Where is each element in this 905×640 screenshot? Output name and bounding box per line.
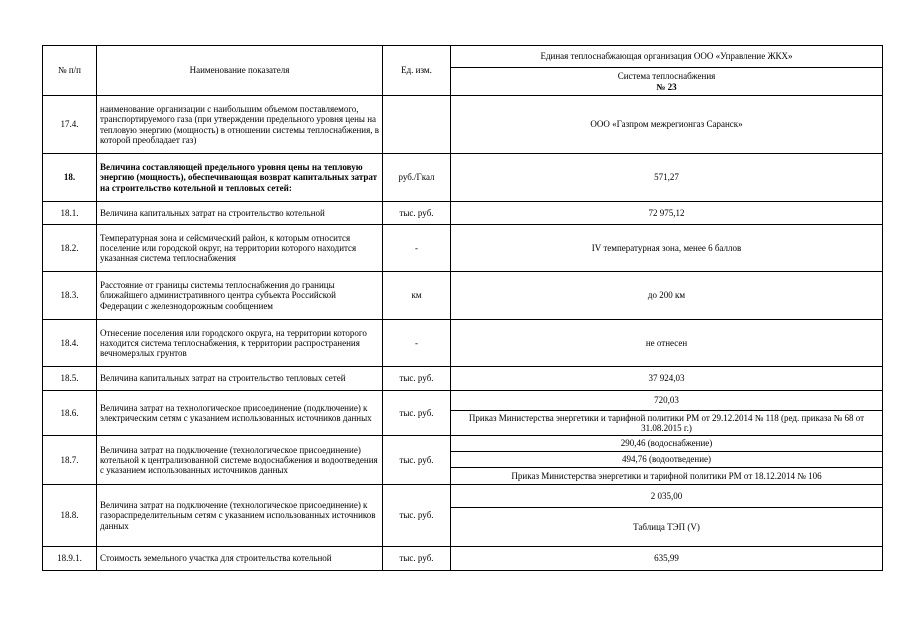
row-value: IV температурная зона, менее 6 баллов	[451, 225, 883, 272]
header-org: Единая теплоснабжающая организация ООО «Управление ЖКХ»	[451, 46, 883, 68]
row-unit: тыс. руб.	[383, 367, 451, 391]
row-name: Величина капитальных затрат на строительство котельной	[97, 202, 383, 225]
row-name: наименование организации с наибольшим объемом поставляемого, транспортируемого газа (при утверждении предельного уровня цены на тепловую энергию (мощность) в отношении системы теплоснабжения, в которой преобладает газ)	[97, 96, 383, 154]
row-num: 18.1.	[43, 202, 97, 225]
row-num: 18.7.	[43, 436, 97, 485]
row-num: 18.6.	[43, 391, 97, 436]
tariff-table-document	[42, 45, 882, 571]
row-unit: -	[383, 320, 451, 367]
row-num: 18.	[43, 154, 97, 202]
row-value: 720,03	[451, 391, 883, 411]
row-unit: км	[383, 272, 451, 320]
header-system-label: Система теплоснабжения	[617, 71, 716, 82]
row-name: Расстояние от границы системы теплоснабжения до границы ближайшего административного центра субъекта Российской Федерации с железнодорожным сообщением	[97, 272, 383, 320]
header-system-number: № 23	[656, 81, 677, 92]
table-row	[43, 154, 883, 202]
table-row	[43, 391, 883, 411]
row-unit: руб./Гкал	[383, 154, 451, 202]
row-value: 571,27	[451, 154, 883, 202]
row-value-source: Приказ Министерства энергетики и тарифной политики РМ от 29.12.2014 № 118 (ред. приказа № 68 от 31.08.2015 г.)	[451, 411, 883, 436]
row-name: Величина затрат на технологическое присоединение (подключение) к электрическим сетям с указанием использованных источников данных	[97, 391, 383, 436]
row-unit: -	[383, 225, 451, 272]
row-value-source: Таблица ТЭП (V)	[451, 508, 883, 547]
row-unit	[383, 96, 451, 154]
row-value: 494,76 (водоотведение)	[451, 452, 883, 468]
indicators-table	[42, 45, 883, 571]
row-value: 37 924,03	[451, 367, 883, 391]
row-num: 18.4.	[43, 320, 97, 367]
table-row	[43, 367, 883, 391]
header-name: Наименование показателя	[97, 46, 383, 96]
row-name: Стоимость земельного участка для строительства котельной	[97, 547, 383, 571]
row-name: Величина затрат на подключение (технологическое присоединение) к газораспределительным сетям с указанием использованных источников данных	[97, 485, 383, 547]
row-value: ООО «Газпром межрегионгаз Саранск»	[451, 96, 883, 154]
table-row	[43, 547, 883, 571]
header-system	[451, 68, 883, 96]
table-row	[43, 272, 883, 320]
row-unit: тыс. руб.	[383, 547, 451, 571]
row-name: Отнесение поселения или городского округа, на территории которого находится система теплоснабжения, к территории распространения вечномерзлых грунтов	[97, 320, 383, 367]
table-row	[43, 320, 883, 367]
row-value: до 200 км	[451, 272, 883, 320]
table-row	[43, 436, 883, 452]
table-row	[43, 96, 883, 154]
row-name: Величина капитальных затрат на строительство тепловых сетей	[97, 367, 383, 391]
row-unit: тыс. руб.	[383, 485, 451, 547]
row-num: 18.3.	[43, 272, 97, 320]
row-value: 2 035,00	[451, 485, 883, 508]
row-name: Величина составляющей предельного уровня цены на тепловую энергию (мощность), обеспечивающая возврат капитальных затрат на строительство котельной и тепловых сетей:	[97, 154, 383, 202]
row-unit: тыс. руб.	[383, 391, 451, 436]
row-value: не отнесен	[451, 320, 883, 367]
header-unit: Ед. изм.	[383, 46, 451, 96]
row-num: 18.2.	[43, 225, 97, 272]
row-value: 635,99	[451, 547, 883, 571]
row-name: Температурная зона и сейсмический район, к которым относится поселение или городской округ, на территории которого находится указанная система теплоснабжения	[97, 225, 383, 272]
row-num: 18.5.	[43, 367, 97, 391]
header-num: № п/п	[43, 46, 97, 96]
row-unit: тыс. руб.	[383, 202, 451, 225]
row-unit: тыс. руб.	[383, 436, 451, 485]
row-value: 290,46 (водоснабжение)	[451, 436, 883, 452]
row-num: 18.9.1.	[43, 547, 97, 571]
row-name: Величина затрат на подключение (технологическое присоединение) котельной к централизованной системе водоснабжения и водоотведения с указанием использованных источников данных	[97, 436, 383, 485]
table-row	[43, 202, 883, 225]
row-num: 17.4.	[43, 96, 97, 154]
table-row	[43, 485, 883, 508]
table-row	[43, 225, 883, 272]
row-value-source: Приказ Министерства энергетики и тарифной политики РМ от 18.12.2014 № 106	[451, 468, 883, 485]
row-num: 18.8.	[43, 485, 97, 547]
row-value: 72 975,12	[451, 202, 883, 225]
